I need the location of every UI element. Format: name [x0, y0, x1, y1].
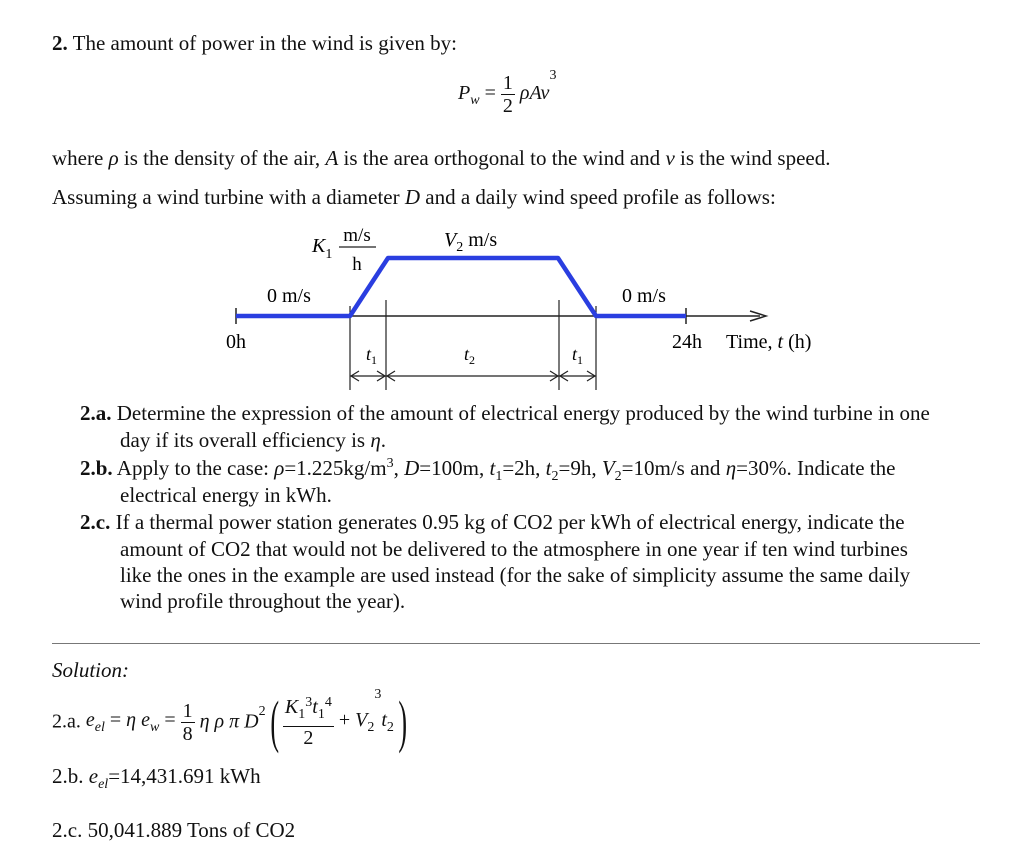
v2-subscript: 2 [614, 469, 622, 485]
area-symbol: A [325, 146, 339, 170]
t-symbol: t [312, 695, 318, 718]
eta-value: =30%. Indicate the [736, 456, 896, 480]
part-a-line-1 [80, 400, 930, 426]
part-a-text-2: day if its overall efficiency is [120, 428, 371, 452]
half-fraction [501, 72, 515, 117]
part-c-line-4: wind profile throughout the year). [120, 589, 406, 613]
k1-label: $K_1$ [312, 235, 333, 262]
energy-symbol: e [88, 764, 99, 788]
power-subscript: w [470, 93, 480, 109]
rho-symbol: ρ [108, 146, 119, 170]
t2-subscript: 2 [386, 719, 394, 735]
zero-left-label: 0 m/s [267, 285, 311, 307]
power-symbol: P [458, 82, 471, 105]
part-c-line-2: amount of CO2 that would not be delivered to the atmosphere in one year if ten wind turbines [120, 537, 908, 561]
formula-exponent: 3 [549, 68, 557, 83]
where-text-1: is the density of the air, [118, 146, 326, 170]
problem-intro [52, 30, 457, 56]
period: . [380, 428, 387, 452]
solution-b-value: =14,431.691 kWh [108, 764, 261, 788]
t-subscript: 1 [317, 706, 325, 722]
k-symbol: K [284, 695, 299, 718]
v-symbol: V [355, 708, 368, 731]
fraction-denominator: 8 [182, 722, 193, 745]
eta-symbol: η [126, 708, 137, 731]
equals-sign: = [159, 708, 181, 731]
part-b-line-2: electrical energy in kWh. [120, 483, 332, 507]
part-b-text: Apply to the case: [112, 456, 275, 480]
solution-b [52, 763, 261, 798]
t1-value: =2h, [502, 456, 546, 480]
left-paren: ( [269, 689, 279, 754]
t2-value: =9h, [558, 456, 602, 480]
diameter-symbol: D [404, 185, 421, 209]
k1-unit-num: m/s [343, 225, 371, 246]
t2-symbol: t [545, 456, 552, 480]
part-c-label: 2.c. [80, 510, 111, 534]
k1-unit-den: h [352, 254, 362, 275]
wind-profile-diagram [0, 210, 1023, 400]
solution-c: 2.c. 50,041.889 Tons of CO2 [52, 818, 296, 842]
inner-fraction [283, 696, 334, 749]
eighth-fraction [181, 700, 195, 745]
v2-label: $V_2$ m/s [444, 229, 498, 255]
time-axis-label: Time, t (h) [726, 331, 812, 353]
w-subscript: w [149, 719, 160, 735]
assume-line [52, 184, 776, 210]
density-exponent: 3 [386, 456, 394, 471]
rho-symbol: ρ [274, 456, 285, 480]
power-formula [458, 68, 557, 117]
fraction-denominator: 2 [502, 95, 513, 117]
v-subscript: 2 [367, 719, 375, 735]
inner-denominator: 2 [303, 726, 314, 749]
zero-right-label: 0 m/s [622, 285, 666, 307]
equals-sign: = [484, 82, 496, 105]
t1-right-label: $t_1$ [572, 344, 584, 367]
t-exponent: 4 [324, 694, 332, 710]
comma: , [393, 456, 405, 480]
eta-symbol: η [725, 456, 737, 480]
t2-symbol: t [381, 708, 387, 731]
where-text-3: is the wind speed. [674, 146, 831, 170]
solution-heading: Solution: [52, 658, 129, 682]
right-paren: ) [398, 689, 407, 754]
solution-a [52, 686, 407, 754]
intro-text: The amount of power in the wind is given by: [72, 31, 457, 55]
t2-label: $t_2$ [464, 344, 476, 367]
t0-label: 0h [226, 331, 246, 353]
t1-label: $t_1$ [366, 344, 378, 367]
speed-symbol: v [665, 146, 675, 170]
equals-sign: = [104, 708, 127, 731]
el-subscript: el [94, 719, 105, 735]
part-c-text-1: If a thermal power station generates 0.95 kg of CO2 per kWh of electrical energy, indicate the [110, 510, 905, 534]
solution-a-factors: η ρ π D [199, 710, 259, 733]
assume-text-2: and a daily wind speed profile as follows: [420, 185, 776, 209]
part-a-line-2 [120, 427, 386, 453]
el-subscript: el [98, 777, 109, 793]
fraction-numerator: 1 [182, 699, 193, 722]
solution-a-label: 2.a. [52, 710, 81, 733]
v2-symbol: V [601, 456, 615, 480]
v-exponent: 3 [374, 686, 382, 702]
fraction-numerator: 1 [502, 72, 513, 94]
t24-label: 24h [672, 331, 702, 353]
k-exponent: 3 [305, 694, 313, 710]
formula-rhs: ρAv [519, 82, 550, 105]
energy-symbol: e [85, 708, 95, 731]
wind-energy-symbol: e [141, 708, 150, 731]
where-word: where [52, 146, 109, 170]
diameter-symbol: D [404, 456, 420, 480]
v2-value: =10m/s and [621, 456, 726, 480]
t2-subscript: 2 [551, 469, 559, 485]
t1-subscript: 1 [495, 469, 503, 485]
part-a-text-1: Determine the expression of the amount of electrical energy produced by the wind turbine in one [111, 401, 930, 425]
assume-text-1: Assuming a wind turbine with a diameter [52, 185, 405, 209]
problem-number: 2. [52, 31, 68, 55]
section-divider [52, 643, 980, 644]
part-c-line-3: like the ones in the example are used instead (for the sake of simplicity assume the same daily [120, 563, 911, 587]
where-text-2: is the area orthogonal to the wind and [338, 146, 666, 170]
eta-symbol: η [370, 428, 381, 452]
part-c-line-1 [80, 509, 905, 535]
density-value: =1.225kg/m [284, 456, 387, 480]
t1-symbol: t [489, 456, 496, 480]
inner-numerator [283, 696, 334, 727]
part-b-label: 2.b. [80, 456, 113, 480]
diameter-value: =100m, [419, 456, 490, 480]
where-line [52, 145, 831, 171]
plus-sign: + [338, 708, 356, 731]
d-exponent: 2 [258, 704, 266, 719]
k-subscript: 1 [298, 706, 306, 722]
part-a-label: 2.a. [80, 401, 112, 425]
solution-b-label: 2.b. [52, 764, 89, 788]
